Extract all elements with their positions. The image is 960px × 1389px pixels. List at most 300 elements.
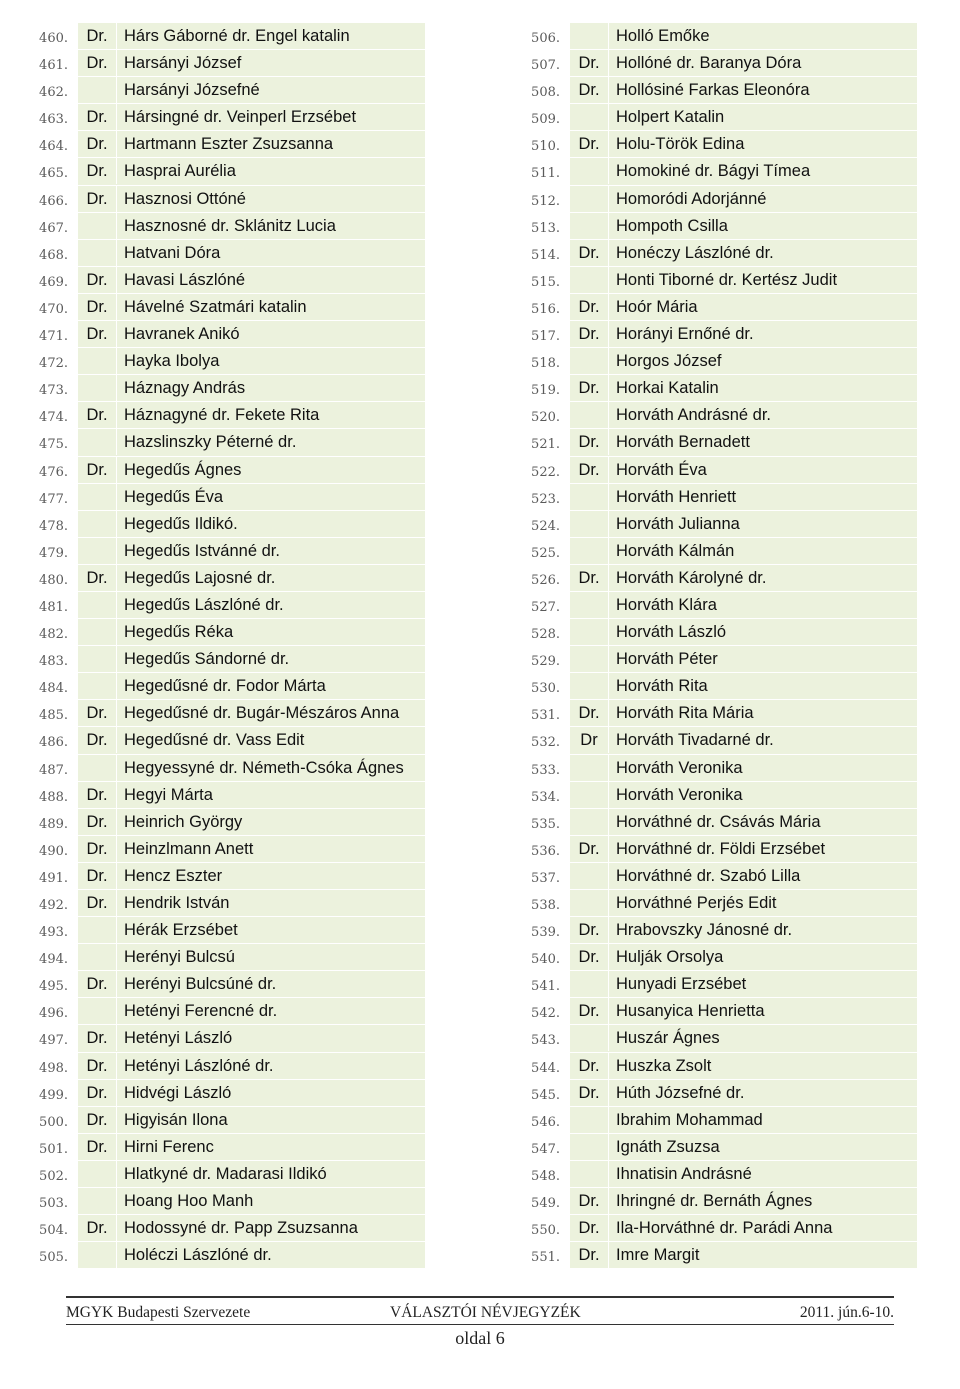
list-item: [492, 158, 912, 185]
entry-cell: [78, 186, 425, 213]
entry-number: 496.: [39, 1006, 68, 1022]
entry-cell: [570, 1080, 917, 1107]
entry-title: Dr.: [78, 700, 117, 726]
list-item: [492, 348, 912, 375]
entry-title: Dr.: [78, 1107, 117, 1133]
entry-name: Holu-Török Edina: [616, 135, 745, 154]
entry-title: [78, 673, 117, 699]
list-item: [492, 511, 912, 538]
entry-name: Hársingné dr. Veinperl Erzsébet: [124, 108, 357, 127]
entry-title: Dr.: [78, 971, 117, 997]
entry-title: Dr.: [78, 1080, 117, 1106]
entry-title: Dr.: [570, 131, 609, 157]
entry-number: 507.: [531, 58, 560, 74]
entry-cell: [78, 429, 425, 456]
entry-number: 536.: [531, 843, 560, 859]
entry-title: Dr.: [570, 1188, 609, 1214]
entry-cell: [570, 1025, 917, 1052]
entry-title: Dr.: [570, 998, 609, 1024]
entry-name: Hérák Erzsébet: [124, 921, 238, 940]
entry-number: 551.: [531, 1250, 560, 1266]
list-item: [0, 23, 420, 50]
entry-name: Hompoth Csilla: [616, 216, 728, 235]
entry-cell: [78, 727, 425, 754]
entry-cell: [78, 917, 425, 944]
list-item: [492, 1134, 912, 1161]
entry-name: Horváth Klára: [616, 595, 717, 614]
entry-title: Dr.: [570, 375, 609, 401]
entry-title: [570, 402, 609, 428]
list-item: [0, 484, 420, 511]
list-item: [0, 1161, 420, 1188]
entry-cell: [570, 1053, 917, 1080]
entry-number: 517.: [531, 329, 560, 345]
entry-name: Holpert Katalin: [616, 108, 725, 127]
list-item: [0, 321, 420, 348]
entry-cell: [78, 1161, 425, 1188]
entry-cell: [570, 998, 917, 1025]
entry-title: Dr.: [78, 402, 117, 428]
entry-number: 465.: [39, 166, 68, 182]
entry-cell: [570, 375, 917, 402]
entry-title: [570, 971, 609, 997]
entry-title: [570, 158, 609, 184]
entry-number: 544.: [531, 1060, 560, 1076]
list-item: [492, 782, 912, 809]
list-item: [0, 213, 420, 240]
list-item: [492, 619, 912, 646]
list-item: [0, 538, 420, 565]
entry-title: Dr.: [78, 863, 117, 889]
list-item: [0, 700, 420, 727]
entry-cell: [78, 592, 425, 619]
entry-title: Dr.: [78, 131, 117, 157]
entry-cell: [570, 565, 917, 592]
entry-title: [78, 77, 117, 103]
entry-name: Heinzlmann Anett: [124, 839, 254, 858]
list-item: [0, 998, 420, 1025]
entry-name: Ihringné dr. Bernáth Ágnes: [616, 1192, 813, 1211]
entry-title: [570, 538, 609, 564]
entry-name: Horváth Rita Mária: [616, 704, 754, 723]
entry-number: 466.: [39, 193, 68, 209]
entry-name: Horváthné dr. Földi Erzsébet: [616, 839, 826, 858]
entry-name: Hasznosi Ottóné: [124, 189, 246, 208]
entry-cell: [78, 23, 425, 50]
entry-name: Húth Józsefné dr.: [616, 1083, 745, 1102]
entry-name: Hoang Hoo Manh: [124, 1192, 254, 1211]
list-item: [0, 1053, 420, 1080]
entry-name: Hegedűs Éva: [124, 487, 224, 506]
entry-name: Hollóné dr. Baranya Dóra: [616, 54, 802, 73]
entry-name: Harsányi József: [124, 54, 242, 73]
entry-number: 548.: [531, 1168, 560, 1184]
entry-number: 461.: [39, 58, 68, 74]
entry-number: 502.: [39, 1168, 68, 1184]
entry-title: Dr.: [570, 836, 609, 862]
entry-number: 519.: [531, 383, 560, 399]
entry-title: Dr.: [570, 457, 609, 483]
entry-title: Dr.: [570, 565, 609, 591]
entry-title: Dr.: [570, 321, 609, 347]
list-item: [492, 1080, 912, 1107]
list-item: [492, 213, 912, 240]
entry-cell: [78, 1134, 425, 1161]
entry-number: 491.: [39, 870, 68, 886]
entry-title: Dr.: [570, 294, 609, 320]
list-item: [0, 863, 420, 890]
entry-cell: [78, 294, 425, 321]
list-item: [492, 565, 912, 592]
entry-cell: [570, 267, 917, 294]
entry-number: 468.: [39, 247, 68, 263]
entry-name: Horkai Katalin: [616, 379, 719, 398]
list-item: [492, 890, 912, 917]
entry-number: 463.: [39, 112, 68, 128]
entry-number: 524.: [531, 518, 560, 534]
list-item: [492, 971, 912, 998]
entry-cell: [570, 1188, 917, 1215]
entry-name: Horváth Veronika: [616, 758, 743, 777]
entry-number: 549.: [531, 1196, 560, 1212]
entry-name: Hartmann Eszter Zsuzsanna: [124, 135, 334, 154]
list-item: [0, 186, 420, 213]
list-item: [0, 917, 420, 944]
entry-name: Ibrahim Mohammad: [616, 1110, 763, 1129]
entry-title: Dr.: [570, 917, 609, 943]
entry-number: 479.: [39, 545, 68, 561]
entry-name: Horváth Veronika: [616, 785, 743, 804]
list-item: [492, 646, 912, 673]
entry-number: 501.: [39, 1141, 68, 1157]
entry-cell: [570, 646, 917, 673]
entry-number: 472.: [39, 356, 68, 372]
entry-number: 480.: [39, 572, 68, 588]
list-item: [0, 1025, 420, 1052]
list-item: [492, 267, 912, 294]
entry-name: Hetényi Lászlóné dr.: [124, 1056, 274, 1075]
entry-name: Hegyessyné dr. Németh-Csóka Ágnes: [124, 758, 404, 777]
list-item: [492, 755, 912, 782]
entry-title: [78, 592, 117, 618]
entry-title: [78, 1242, 117, 1268]
entry-cell: [570, 294, 917, 321]
entry-name: Homokiné dr. Bágyi Tímea: [616, 162, 811, 181]
entry-cell: [78, 1080, 425, 1107]
entry-title: Dr.: [78, 809, 117, 835]
entry-cell: [570, 619, 917, 646]
list-item: [492, 50, 912, 77]
entry-name: Háznagyné dr. Fekete Rita: [124, 406, 320, 425]
entry-number: 489.: [39, 816, 68, 832]
entry-title: Dr.: [78, 565, 117, 591]
entry-title: [570, 267, 609, 293]
entry-name: Huszár Ágnes: [616, 1029, 720, 1048]
entry-number: 539.: [531, 925, 560, 941]
entry-name: Higyisán Ilona: [124, 1110, 228, 1129]
entry-number: 533.: [531, 762, 560, 778]
entry-number: 469.: [39, 274, 68, 290]
list-item: [0, 402, 420, 429]
entry-cell: [570, 213, 917, 240]
entry-title: Dr.: [78, 104, 117, 130]
entry-title: [570, 1161, 609, 1187]
entry-name: Horváth Bernadett: [616, 433, 750, 452]
entry-number: 474.: [39, 410, 68, 426]
entry-name: Hencz Eszter: [124, 866, 223, 885]
entry-number: 486.: [39, 735, 68, 751]
list-item: [492, 1107, 912, 1134]
footer-divider: [66, 1296, 894, 1298]
entry-title: Dr.: [78, 158, 117, 184]
entry-cell: [570, 890, 917, 917]
entry-title: [570, 592, 609, 618]
entry-number: 494.: [39, 952, 68, 968]
entry-number: 473.: [39, 383, 68, 399]
list-item: [492, 917, 912, 944]
entry-name: Heinrich György: [124, 812, 243, 831]
entry-number: 525.: [531, 545, 560, 561]
list-item: [492, 809, 912, 836]
entry-title: [78, 619, 117, 645]
entry-cell: [78, 1215, 425, 1242]
entry-title: [78, 998, 117, 1024]
entry-cell: [570, 402, 917, 429]
right-column: [492, 23, 912, 1269]
entry-number: 540.: [531, 952, 560, 968]
entry-cell: [78, 1053, 425, 1080]
list-item: [492, 131, 912, 158]
entry-number: 550.: [531, 1223, 560, 1239]
entry-name: Hatvani Dóra: [124, 243, 221, 262]
list-item: [492, 1215, 912, 1242]
entry-cell: [78, 673, 425, 700]
entry-title: [78, 917, 117, 943]
entry-cell: [570, 50, 917, 77]
entry-title: Dr: [570, 727, 609, 753]
entry-name: Hegedűs Lajosné dr.: [124, 568, 276, 587]
entry-title: Dr.: [78, 321, 117, 347]
entry-name: Horváth Henriett: [616, 487, 737, 506]
entry-name: Hárs Gáborné dr. Engel katalin: [124, 27, 350, 45]
entry-cell: [78, 890, 425, 917]
entry-title: Dr.: [570, 50, 609, 76]
list-item: [0, 375, 420, 402]
entry-name: Hávelné Szatmári katalin: [124, 297, 307, 316]
entry-number: 529.: [531, 654, 560, 670]
list-item: [0, 1107, 420, 1134]
entry-cell: [570, 538, 917, 565]
list-item: [0, 944, 420, 971]
entry-cell: [570, 1161, 917, 1188]
entry-cell: [78, 944, 425, 971]
list-item: [0, 836, 420, 863]
entry-name: Horgos József: [616, 352, 722, 371]
entry-name: Hoór Mária: [616, 297, 698, 316]
list-item: [0, 511, 420, 538]
list-item: [492, 375, 912, 402]
entry-name: Honéczy Lászlóné dr.: [616, 243, 774, 262]
entry-cell: [78, 1188, 425, 1215]
entry-name: Hetényi Ferencné dr.: [124, 1002, 278, 1021]
entry-name: Horváth Tivadarné dr.: [616, 731, 774, 750]
list-item: [492, 77, 912, 104]
entry-title: Dr.: [78, 890, 117, 916]
list-item: [0, 971, 420, 998]
entry-name: Hazslinszky Péterné dr.: [124, 433, 297, 452]
list-item: [492, 673, 912, 700]
entry-cell: [570, 131, 917, 158]
entry-cell: [78, 809, 425, 836]
entry-name: Havasi Lászlóné: [124, 270, 246, 289]
entry-cell: [78, 1025, 425, 1052]
list-item: [492, 727, 912, 754]
entry-name: Hegedűs Istvánné dr.: [124, 541, 280, 560]
entry-name: Holló Emőke: [616, 27, 710, 45]
list-item: [492, 592, 912, 619]
entry-title: [78, 944, 117, 970]
entry-name: Herényi Bulcsúné dr.: [124, 975, 277, 994]
entry-cell: [78, 646, 425, 673]
entry-number: 526.: [531, 572, 560, 588]
entry-cell: [78, 700, 425, 727]
entry-title: [570, 213, 609, 239]
entry-number: 522.: [531, 464, 560, 480]
entry-number: 508.: [531, 85, 560, 101]
entry-title: Dr.: [570, 1242, 609, 1268]
entry-number: 514.: [531, 247, 560, 263]
entry-cell: [78, 1242, 425, 1269]
entry-cell: [570, 1215, 917, 1242]
list-item: [0, 1215, 420, 1242]
entry-title: Dr.: [78, 1025, 117, 1051]
entry-name: Hegedűs Ildikó.: [124, 514, 238, 533]
entry-name: Herényi Bulcsú: [124, 948, 235, 967]
entry-number: 516.: [531, 301, 560, 317]
entry-name: Horváthné dr. Csávás Mária: [616, 812, 821, 831]
list-item: [0, 1134, 420, 1161]
entry-cell: [78, 240, 425, 267]
entry-name: Hegedűs Lászlóné dr.: [124, 595, 284, 614]
list-item: [492, 538, 912, 565]
entry-title: [78, 213, 117, 239]
entry-title: [570, 484, 609, 510]
entry-cell: [570, 809, 917, 836]
entry-name: Hunyadi Erzsébet: [616, 975, 747, 994]
list-item: [0, 755, 420, 782]
entry-number: 471.: [39, 329, 68, 345]
entry-title: [78, 484, 117, 510]
footer-organization: MGYK Budapesti Szervezete: [66, 1304, 251, 1321]
entry-number: 492.: [39, 898, 68, 913]
entry-number: 484.: [39, 681, 68, 697]
entry-title: Dr.: [570, 1053, 609, 1079]
entry-name: Hasznosné dr. Sklánitz Lucia: [124, 216, 336, 235]
entry-number: 527.: [531, 599, 560, 615]
list-item: [0, 782, 420, 809]
entry-title: Dr.: [78, 50, 117, 76]
entry-cell: [78, 755, 425, 782]
entry-name: Hegedűs Ágnes: [124, 460, 242, 479]
entry-cell: [570, 511, 917, 538]
entry-cell: [570, 944, 917, 971]
entry-number: 546.: [531, 1114, 560, 1130]
entry-title: Dr.: [570, 429, 609, 455]
entry-number: 504.: [39, 1223, 68, 1239]
list-item: [0, 240, 420, 267]
list-item: [0, 267, 420, 294]
entry-cell: [78, 619, 425, 646]
entry-name: Ignáth Zsuzsa: [616, 1137, 720, 1156]
entry-name: Hegedűsné dr. Vass Edit: [124, 731, 305, 750]
list-item: [492, 240, 912, 267]
entry-cell: [78, 104, 425, 131]
entry-number: 506.: [531, 31, 560, 46]
entry-title: Dr.: [78, 1215, 117, 1241]
entry-name: Havranek Anikó: [124, 325, 240, 344]
entry-number: 531.: [531, 708, 560, 724]
entry-title: [570, 863, 609, 889]
entry-number: 537.: [531, 870, 560, 886]
entry-title: [570, 619, 609, 645]
list-item: [492, 836, 912, 863]
entry-title: [570, 890, 609, 916]
entry-number: 534.: [531, 789, 560, 805]
entry-number: 521.: [531, 437, 560, 453]
entry-name: Hidvégi László: [124, 1083, 232, 1102]
entry-name: Holéczi Lászlóné dr.: [124, 1246, 272, 1265]
entry-cell: [78, 77, 425, 104]
entry-number: 464.: [39, 139, 68, 155]
entry-cell: [570, 592, 917, 619]
list-item: [492, 944, 912, 971]
entry-title: [78, 511, 117, 537]
list-item: [0, 890, 420, 917]
entry-number: 511.: [531, 166, 560, 182]
entry-title: Dr.: [78, 23, 117, 49]
entry-cell: [78, 1107, 425, 1134]
entry-cell: [78, 402, 425, 429]
entry-cell: [570, 836, 917, 863]
entry-title: Dr.: [570, 77, 609, 103]
entry-name: Horváthné Perjés Edit: [616, 894, 777, 912]
entry-number: 509.: [531, 112, 560, 128]
entry-number: 462.: [39, 85, 68, 101]
entry-title: [78, 755, 117, 781]
entry-cell: [570, 240, 917, 267]
entry-number: 505.: [39, 1250, 68, 1266]
entry-name: Hetényi László: [124, 1029, 233, 1048]
entry-title: [78, 375, 117, 401]
entry-cell: [570, 429, 917, 456]
footer-document-title: VÁLASZTÓI NÉVJEGYZÉK: [390, 1304, 581, 1321]
entry-cell: [570, 700, 917, 727]
list-item: [492, 998, 912, 1025]
entry-cell: [78, 782, 425, 809]
entry-number: 535.: [531, 816, 560, 832]
list-item: [0, 1080, 420, 1107]
list-item: [492, 23, 912, 50]
list-item: [492, 321, 912, 348]
list-item: [492, 104, 912, 131]
entry-name: Horváth Rita: [616, 677, 708, 696]
entry-name: Hendrik István: [124, 894, 230, 912]
entry-name: Horváth Julianna: [616, 514, 740, 533]
entry-cell: [570, 348, 917, 375]
entry-number: 460.: [39, 31, 68, 46]
entry-number: 497.: [39, 1033, 68, 1049]
entry-name: Horányi Ernőné dr.: [616, 325, 754, 344]
